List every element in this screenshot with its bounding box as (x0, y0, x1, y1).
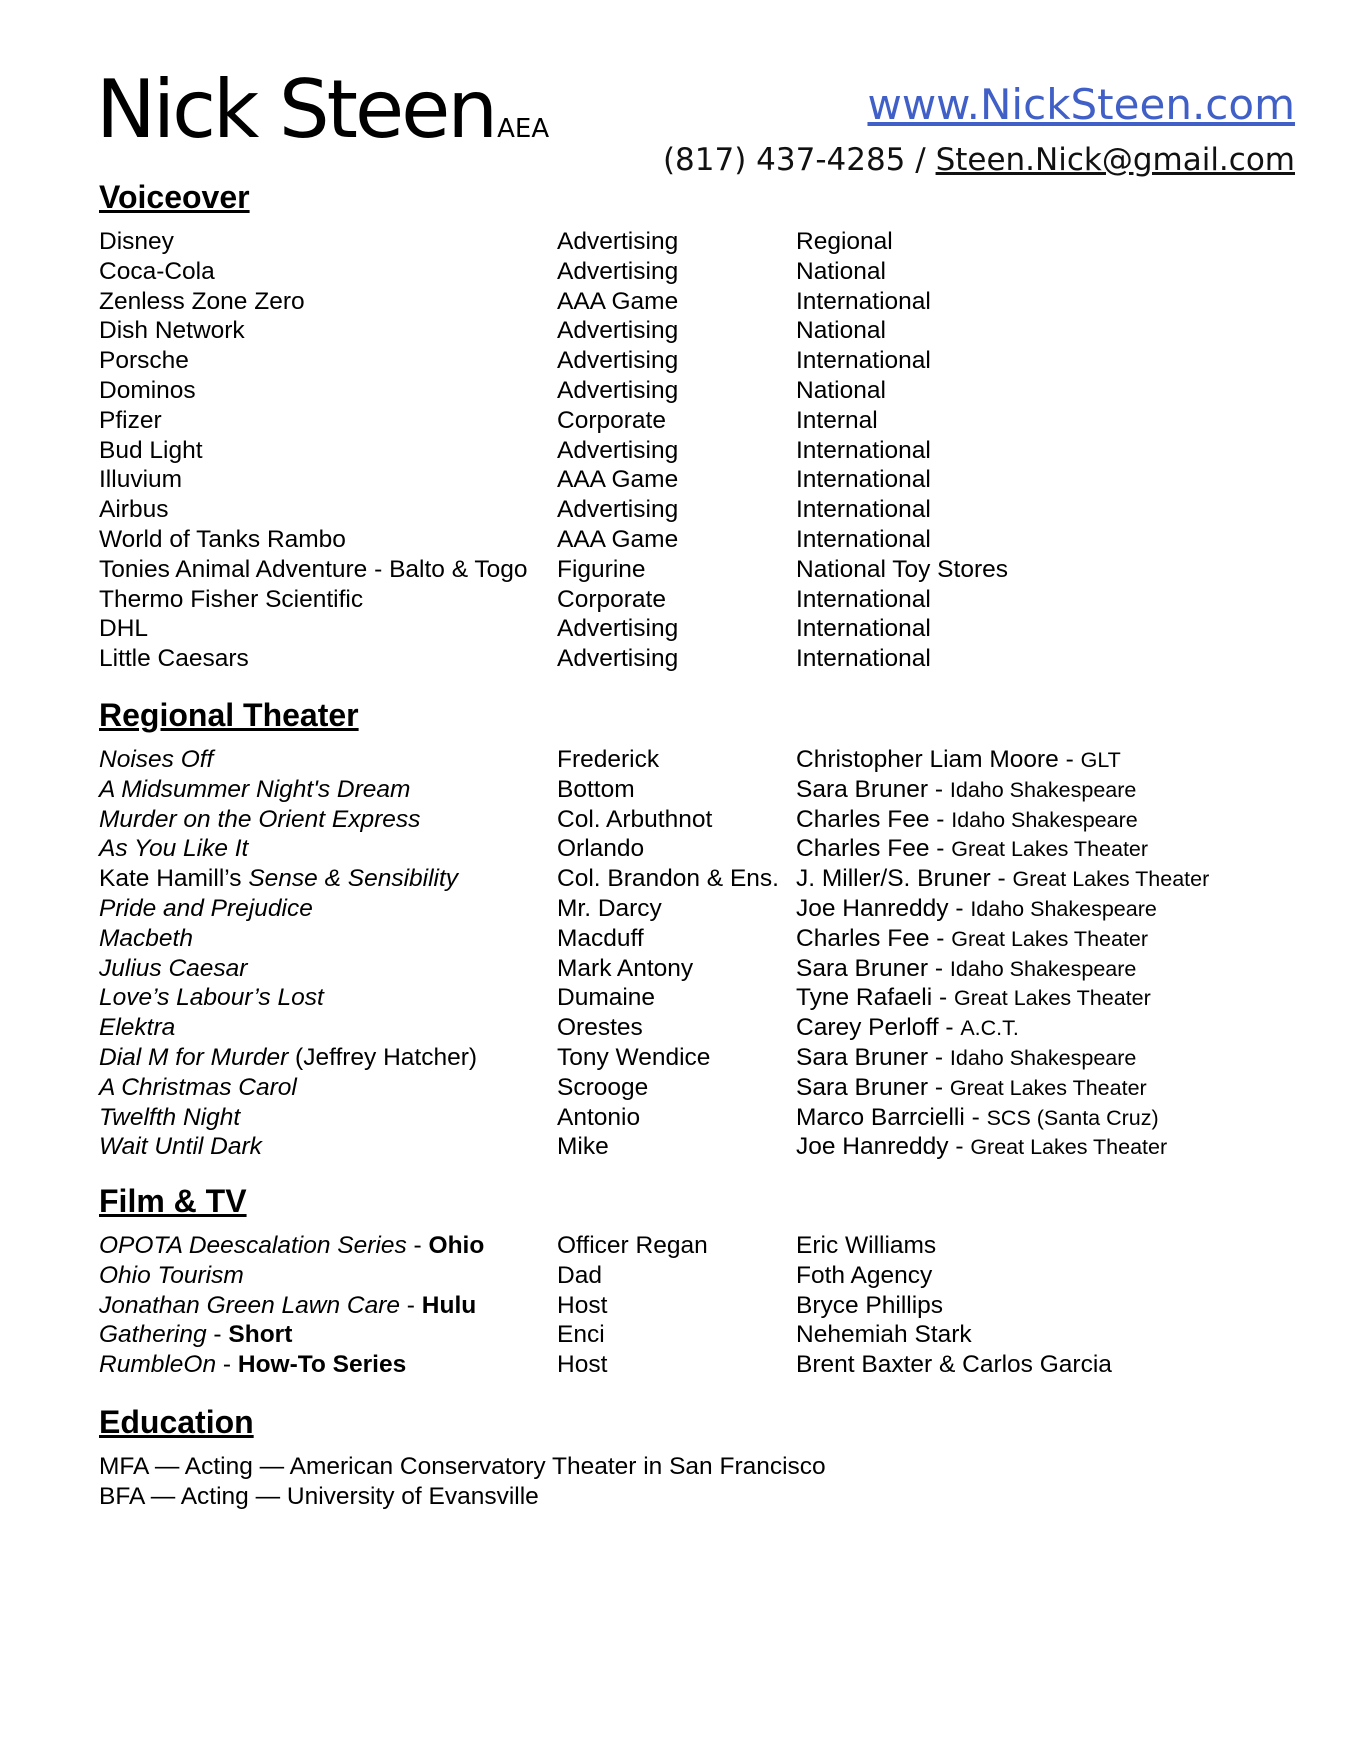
play-title: Elektra (99, 1014, 176, 1042)
theater-production (99, 894, 313, 924)
voiceover-client: Dominos (99, 376, 196, 404)
film-production (99, 1291, 476, 1321)
actor-name (96, 63, 550, 156)
theater-credit (796, 1132, 1167, 1163)
theater-company: Idaho Shakespeare (949, 956, 1137, 981)
voiceover-client: Airbus (99, 496, 169, 524)
theater-role: Dumaine (557, 984, 656, 1012)
voiceover-client: World of Tanks Rambo (99, 525, 346, 553)
education-heading: Education (99, 1404, 254, 1440)
theater-production (99, 983, 324, 1013)
film-role: Enci (557, 1321, 605, 1349)
voiceover-row (99, 316, 1299, 346)
theater-company: Idaho Shakespeare (951, 807, 1138, 832)
credit-separator: - (928, 1043, 950, 1071)
director-name: Sara Bruner (796, 1043, 929, 1071)
film-row (99, 1231, 1299, 1261)
play-title: Macbeth (99, 924, 193, 952)
voiceover-scope: National (796, 257, 886, 285)
play-title: Noises Off (99, 746, 214, 773)
theater-credit (796, 775, 1136, 806)
voiceover-scope: International (796, 436, 931, 464)
theater-company: Great Lakes Theater (1012, 867, 1210, 892)
voiceover-client: Zenless Zone Zero (99, 287, 305, 315)
credit-separator: - (928, 775, 950, 803)
theater-credit (796, 894, 1157, 925)
voiceover-scope: Internal (796, 406, 878, 434)
theater-production (99, 1043, 477, 1073)
credit-separator: - (929, 805, 952, 833)
film-role: Host (557, 1291, 608, 1319)
credit-separator: - (938, 1014, 961, 1042)
film-row (99, 1320, 1299, 1350)
voiceover-type: Advertising (557, 257, 679, 285)
voiceover-type: AAA Game (557, 525, 679, 553)
director-name: Joe Hanreddy (796, 894, 949, 922)
theater-section (99, 699, 1299, 1162)
voiceover-type: AAA Game (557, 287, 679, 315)
film-role: Officer Regan (557, 1232, 708, 1259)
voiceover-type: Corporate (557, 585, 666, 613)
voiceover-type: Advertising (557, 347, 679, 375)
theater-company: Great Lakes Theater (951, 837, 1149, 862)
director-name: Sara Bruner (796, 1073, 929, 1101)
credit-separator: - (990, 865, 1013, 893)
play-title: Love’s Labour’s Lost (99, 984, 324, 1012)
director-name: Sara Bruner (796, 954, 929, 982)
theater-role: Antonio (557, 1103, 641, 1131)
theater-production (99, 775, 410, 805)
theater-row (99, 1013, 1299, 1043)
voiceover-row (99, 346, 1299, 376)
voiceover-type: Advertising (557, 496, 679, 524)
theater-role: Scrooge (557, 1073, 649, 1101)
voiceover-scope: International (796, 347, 931, 375)
phone-number: (817) 437-4285 (662, 142, 906, 178)
theater-row (99, 775, 1299, 805)
voiceover-row (99, 614, 1299, 644)
theater-credit (796, 805, 1138, 836)
theater-row (99, 894, 1299, 924)
theater-company: Idaho Shakespeare (949, 1045, 1137, 1070)
theater-heading: Regional Theater (99, 697, 359, 733)
play-title: Sense & Sensibility (248, 865, 459, 893)
director-name: J. Miller/S. Bruner (796, 865, 991, 893)
director-name: Marco Barrcielli (796, 1103, 965, 1131)
theater-production (99, 745, 213, 775)
film-separator: - (206, 1321, 229, 1349)
voiceover-row (99, 465, 1299, 495)
voiceover-scope: National (796, 317, 886, 345)
director-name: Charles Fee (796, 924, 930, 952)
director-name: Joe Hanreddy (796, 1133, 949, 1161)
voiceover-scope: International (796, 466, 931, 494)
credit-separator: - (1058, 746, 1081, 773)
voiceover-client: DHL (99, 615, 149, 643)
education-degree: BFA — Acting — University of Evansville (99, 1482, 539, 1510)
film-role: Host (557, 1351, 608, 1379)
theater-credit (796, 1043, 1136, 1074)
play-title: Dial M for Murder (99, 1043, 289, 1071)
theater-production (99, 805, 420, 835)
play-title: Pride and Prejudice (99, 894, 313, 922)
director-name: Charles Fee (796, 835, 930, 863)
voiceover-row (99, 436, 1299, 466)
film-title: Ohio Tourism (99, 1261, 244, 1289)
voiceover-row (99, 376, 1299, 406)
theater-production (99, 1132, 262, 1162)
theater-role: Orlando (557, 835, 645, 863)
playwright-prefix: Kate Hamill’s (99, 865, 249, 893)
email-link[interactable]: Steen.Nick@gmail.com (935, 142, 1295, 178)
credit-separator: - (948, 1133, 971, 1161)
voiceover-client: Bud Light (99, 436, 203, 464)
credit-separator: - (928, 954, 950, 982)
voiceover-scope: National Toy Stores (796, 555, 1008, 583)
theater-role: Mark Antony (557, 954, 694, 982)
theater-row (99, 805, 1299, 835)
voiceover-scope: International (796, 525, 931, 553)
film-row (99, 1291, 1299, 1321)
theater-role: Orestes (557, 1014, 643, 1042)
voiceover-client: Coca-Cola (99, 257, 215, 285)
theater-row (99, 1043, 1299, 1073)
theater-credit (796, 983, 1151, 1014)
credit-separator: - (928, 1073, 950, 1101)
film-outlet: Short (228, 1321, 293, 1349)
education-section (99, 1406, 1299, 1511)
theater-production (99, 1103, 240, 1133)
theater-role: Macduff (557, 924, 644, 952)
voiceover-client: Porsche (99, 347, 189, 375)
film-production (99, 1320, 292, 1350)
film-tv-heading: Film & TV (99, 1183, 247, 1219)
theater-role: Col. Brandon & Ens. (557, 865, 779, 893)
film-title: RumbleOn (99, 1351, 217, 1379)
theater-role: Frederick (557, 746, 660, 773)
voiceover-client: Dish Network (99, 317, 245, 345)
film-title: OPOTA Deescalation Series (99, 1232, 407, 1259)
theater-row (99, 983, 1299, 1013)
play-note: (Jeffrey Hatcher) (288, 1043, 478, 1071)
theater-row (99, 834, 1299, 864)
film-tv-section (99, 1185, 1299, 1380)
theater-company: SCS (Santa Cruz) (986, 1105, 1159, 1130)
film-director: Nehemiah Stark (796, 1321, 972, 1349)
director-name: Carey Perloff (796, 1014, 939, 1042)
voiceover-type: Advertising (557, 645, 679, 673)
film-director: Eric Williams (796, 1232, 937, 1259)
education-line (99, 1452, 1299, 1482)
education-list (99, 1452, 1299, 1511)
play-title: Twelfth Night (99, 1103, 241, 1131)
voiceover-row (99, 227, 1299, 257)
voiceover-type: Advertising (557, 615, 679, 643)
voiceover-row (99, 495, 1299, 525)
theater-credit (796, 954, 1136, 985)
director-name: Tyne Rafaeli (796, 984, 933, 1012)
theater-role: Mr. Darcy (557, 894, 662, 922)
theater-production (99, 954, 247, 984)
voiceover-scope: Regional (796, 228, 893, 255)
voiceover-row (99, 287, 1299, 317)
voiceover-scope: International (796, 585, 931, 613)
voiceover-type: Advertising (557, 436, 679, 464)
voiceover-client: Illuvium (99, 466, 183, 494)
theater-credit (796, 1073, 1147, 1104)
theater-list (99, 745, 1299, 1162)
film-separator: - (216, 1351, 238, 1379)
voiceover-list (99, 227, 1299, 674)
film-separator: - (406, 1232, 429, 1259)
voiceover-type: AAA Game (557, 466, 679, 494)
theater-role: Mike (557, 1133, 609, 1161)
theater-row (99, 924, 1299, 954)
voiceover-row (99, 406, 1299, 436)
voiceover-type: Advertising (557, 317, 679, 345)
voiceover-type: Advertising (557, 228, 679, 255)
theater-credit (796, 745, 1121, 776)
film-separator: - (400, 1291, 422, 1319)
contact-separator: / (905, 142, 936, 178)
theater-company: Great Lakes Theater (949, 1075, 1147, 1100)
theater-credit (796, 1013, 1019, 1044)
film-row (99, 1261, 1299, 1291)
film-outlet: Ohio (428, 1232, 485, 1259)
theater-company: Great Lakes Theater (953, 986, 1151, 1011)
theater-company: A.C.T. (960, 1016, 1019, 1041)
voiceover-row (99, 525, 1299, 555)
film-title: Gathering (99, 1321, 207, 1349)
theater-row (99, 954, 1299, 984)
voiceover-row (99, 644, 1299, 674)
play-title: A Midsummer Night's Dream (99, 775, 411, 803)
theater-production (99, 1073, 297, 1103)
voiceover-scope: International (796, 287, 931, 315)
theater-company: Great Lakes Theater (951, 926, 1149, 951)
voiceover-scope: National (796, 376, 886, 404)
education-line (99, 1482, 1299, 1512)
name-text: Nick Steen (96, 63, 496, 156)
education-degree: MFA — Acting — American Conservatory Theater in San Francisco (99, 1453, 826, 1480)
theater-role: Bottom (557, 775, 635, 803)
film-director: Brent Baxter & Carlos Garcia (796, 1351, 1112, 1379)
voiceover-client: Disney (99, 228, 174, 255)
theater-production (99, 1013, 175, 1043)
theater-row (99, 745, 1299, 775)
theater-company: GLT (1080, 748, 1121, 772)
voiceover-heading: Voiceover (99, 179, 250, 215)
theater-production (99, 864, 458, 894)
play-title: Julius Caesar (99, 954, 248, 982)
voiceover-scope: International (796, 496, 931, 524)
film-tv-list (99, 1231, 1299, 1380)
theater-credit (796, 1103, 1159, 1134)
theater-company: Idaho Shakespeare (970, 896, 1157, 921)
voiceover-client: Little Caesars (99, 645, 249, 673)
theater-row (99, 1073, 1299, 1103)
theater-production (99, 924, 193, 954)
voiceover-row (99, 585, 1299, 615)
theater-credit (796, 864, 1209, 895)
voiceover-type: Corporate (557, 406, 666, 434)
director-name: Christopher Liam Moore (796, 746, 1059, 773)
theater-row (99, 1132, 1299, 1162)
theater-role: Col. Arbuthnot (557, 805, 713, 833)
union-label: AEA (497, 114, 550, 144)
contact-line (662, 142, 1295, 178)
credit-separator: - (964, 1103, 987, 1131)
play-title: A Christmas Carol (99, 1073, 297, 1101)
play-title: Wait Until Dark (99, 1133, 262, 1161)
theater-production (99, 834, 248, 864)
theater-credit (796, 924, 1148, 955)
voiceover-scope: International (796, 645, 931, 673)
film-row (99, 1350, 1299, 1380)
director-name: Charles Fee (796, 805, 930, 833)
voiceover-client: Thermo Fisher Scientific (99, 585, 364, 613)
play-title: Murder on the Orient Express (99, 805, 421, 833)
voiceover-scope: International (796, 615, 931, 643)
voiceover-row (99, 257, 1299, 287)
film-production (99, 1350, 406, 1380)
website-link[interactable]: www.NickSteen.com (867, 80, 1295, 129)
credit-separator: - (929, 924, 952, 952)
film-production (99, 1231, 484, 1261)
voiceover-type: Figurine (557, 555, 646, 583)
voiceover-client: Pfizer (99, 406, 162, 434)
credit-separator: - (932, 984, 954, 1012)
theater-credit (796, 834, 1148, 865)
film-director: Foth Agency (796, 1261, 933, 1289)
film-outlet: How-To Series (237, 1351, 407, 1379)
director-name: Sara Bruner (796, 775, 929, 803)
credit-separator: - (929, 835, 952, 863)
film-production (99, 1261, 244, 1291)
theater-company: Idaho Shakespeare (949, 777, 1137, 802)
theater-row (99, 864, 1299, 894)
voiceover-row (99, 555, 1299, 585)
theater-row (99, 1103, 1299, 1133)
theater-company: Great Lakes Theater (970, 1135, 1168, 1160)
credit-separator: - (948, 894, 971, 922)
film-title: Jonathan Green Lawn Care (99, 1291, 400, 1319)
voiceover-section (99, 181, 1299, 674)
theater-role: Tony Wendice (557, 1043, 711, 1071)
play-title: As You Like It (99, 835, 249, 863)
film-outlet: Hulu (421, 1291, 477, 1319)
voiceover-client: Tonies Animal Adventure - Balto & Togo (99, 555, 528, 583)
film-director: Bryce Phillips (796, 1291, 944, 1319)
voiceover-type: Advertising (557, 376, 679, 404)
film-role: Dad (557, 1261, 602, 1289)
